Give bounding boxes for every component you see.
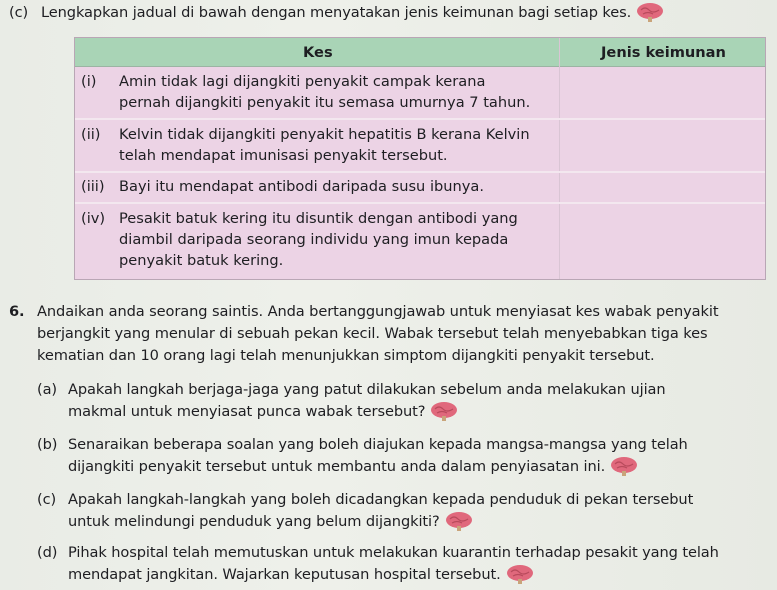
- question-6-line-1: 6. Andaikan anda seorang saintis. Anda bertanggungjawab untuk menyiasat kes wabak penyakit: [9, 303, 719, 320]
- row-number: (iii): [81, 178, 105, 195]
- header-jenis-keimunan: Jenis keimunan: [601, 44, 726, 61]
- brain-icon: [609, 456, 639, 474]
- brain-icon: [635, 2, 665, 20]
- row-divider: [75, 202, 765, 204]
- part-d-line-2: mendapat jangkitan. Wajarkan keputusan hospital tersebut.: [68, 564, 535, 584]
- row-text: Kelvin tidak dijangkiti penyakit hepatitis B kerana Kelvin telah mendapat imunisasi penyakit tersebut.: [119, 126, 530, 164]
- row-text: Amin tidak lagi dijangkiti penyakit campak kerana pernah dijangkiti penyakit itu semasa umurnya 7 tahun.: [119, 73, 531, 111]
- textbook-page: (c) Lengkapkan jadual di bawah dengan menyatakan jenis keimunan bagi setiap kes. Kes Jenis keimunan (i) Amin tidak lagi dijangkiti penyakit campak kerana pernah dijangkiti penyakit itu semasa umurnya 7 tahun. (ii) Kelvin tidak dijangkiti penyakit hepatitis B kerana Kelvin telah mendapat imunisasi penyakit tersebut. (iii) Bayi itu mendapat antibodi daripada susu ibunya. (iv) Pesakit batuk kering itu disuntik dengan antibodi yang diambil daripada seorang individu yang imun kepada penyakit batuk kering. 6. Andaikan anda seorang saintis. Anda bertanggungjawab untuk menyiasat kes wabak penyakit berjangkit yang menular di sebuah pekan kecil. Wabak tersebut telah menyebabkan tiga kes kematian dan 10 orang lagi telah menunjukkan simptom dijangkiti penyakit tersebut. (a) Apakah langkah berjaga-jaga yang patut dilakukan sebelum anda melakukan ujian makmal untuk menyiasat punca wabak tersebut? (b) Senaraikan beberapa soalan yang boleh diajukan kepada mangsa-mangsa yang telah dijangkiti penyakit tersebut untuk membantu anda dalam penyiasatan ini. (c) Apakah langkah-langkah yang boleh dicadangkan kepada penduduk di pekan tersebut untuk melindungi penduduk yang belum dijangkiti? (d) Pihak hospital telah memutuskan untuk melakukan kuarantin terhadap pesakit yang telah mendapat jangkitan. Wajarkan keputusan hospital tersebut.: [0, 0, 777, 590]
- part-c-label: (c): [9, 4, 29, 21]
- part-a-label: (a): [37, 381, 58, 398]
- row-number: (iv): [81, 210, 106, 227]
- question-6-line-2: berjangkit yang menular di sebuah pekan kecil. Wabak tersebut telah menyebabkan tiga kes: [37, 325, 708, 342]
- part-b-line-2: dijangkiti penyakit tersebut untuk membantu anda dalam penyiasatan ini.: [68, 456, 639, 476]
- column-divider: [559, 38, 560, 279]
- part-a-line-2: makmal untuk menyiasat punca wabak tersebut?: [68, 401, 459, 421]
- brain-icon: [444, 511, 474, 529]
- question-number: 6.: [9, 303, 25, 320]
- brain-icon: [505, 564, 535, 582]
- row-divider: [75, 118, 765, 120]
- part-c-text: Lengkapkan jadual di bawah dengan menyatakan jenis keimunan bagi setiap kes.: [41, 4, 632, 21]
- row-number: (ii): [81, 126, 101, 143]
- table-header: [75, 38, 765, 67]
- part-c-question-line-2: untuk melindungi penduduk yang belum dijangkiti?: [68, 511, 474, 531]
- row-divider: [75, 171, 765, 173]
- part-c-q-label: (c): [37, 491, 57, 508]
- question-6-line-3: kematian dan 10 orang lagi telah menunjukkan simptom dijangkiti penyakit tersebut.: [37, 347, 655, 364]
- row-text: Bayi itu mendapat antibodi daripada susu ibunya.: [119, 178, 484, 195]
- part-b-label: (b): [37, 436, 58, 453]
- row-number: (i): [81, 73, 97, 90]
- part-c-instruction: [9, 2, 665, 22]
- part-d-label: (d): [37, 544, 58, 561]
- immunity-table: [74, 37, 766, 280]
- header-kes: Kes: [303, 44, 333, 61]
- row-text: Pesakit batuk kering itu disuntik dengan antibodi yang diambil daripada seorang individu yang imun kepada penyakit batuk kering.: [119, 210, 518, 269]
- brain-icon: [429, 401, 459, 419]
